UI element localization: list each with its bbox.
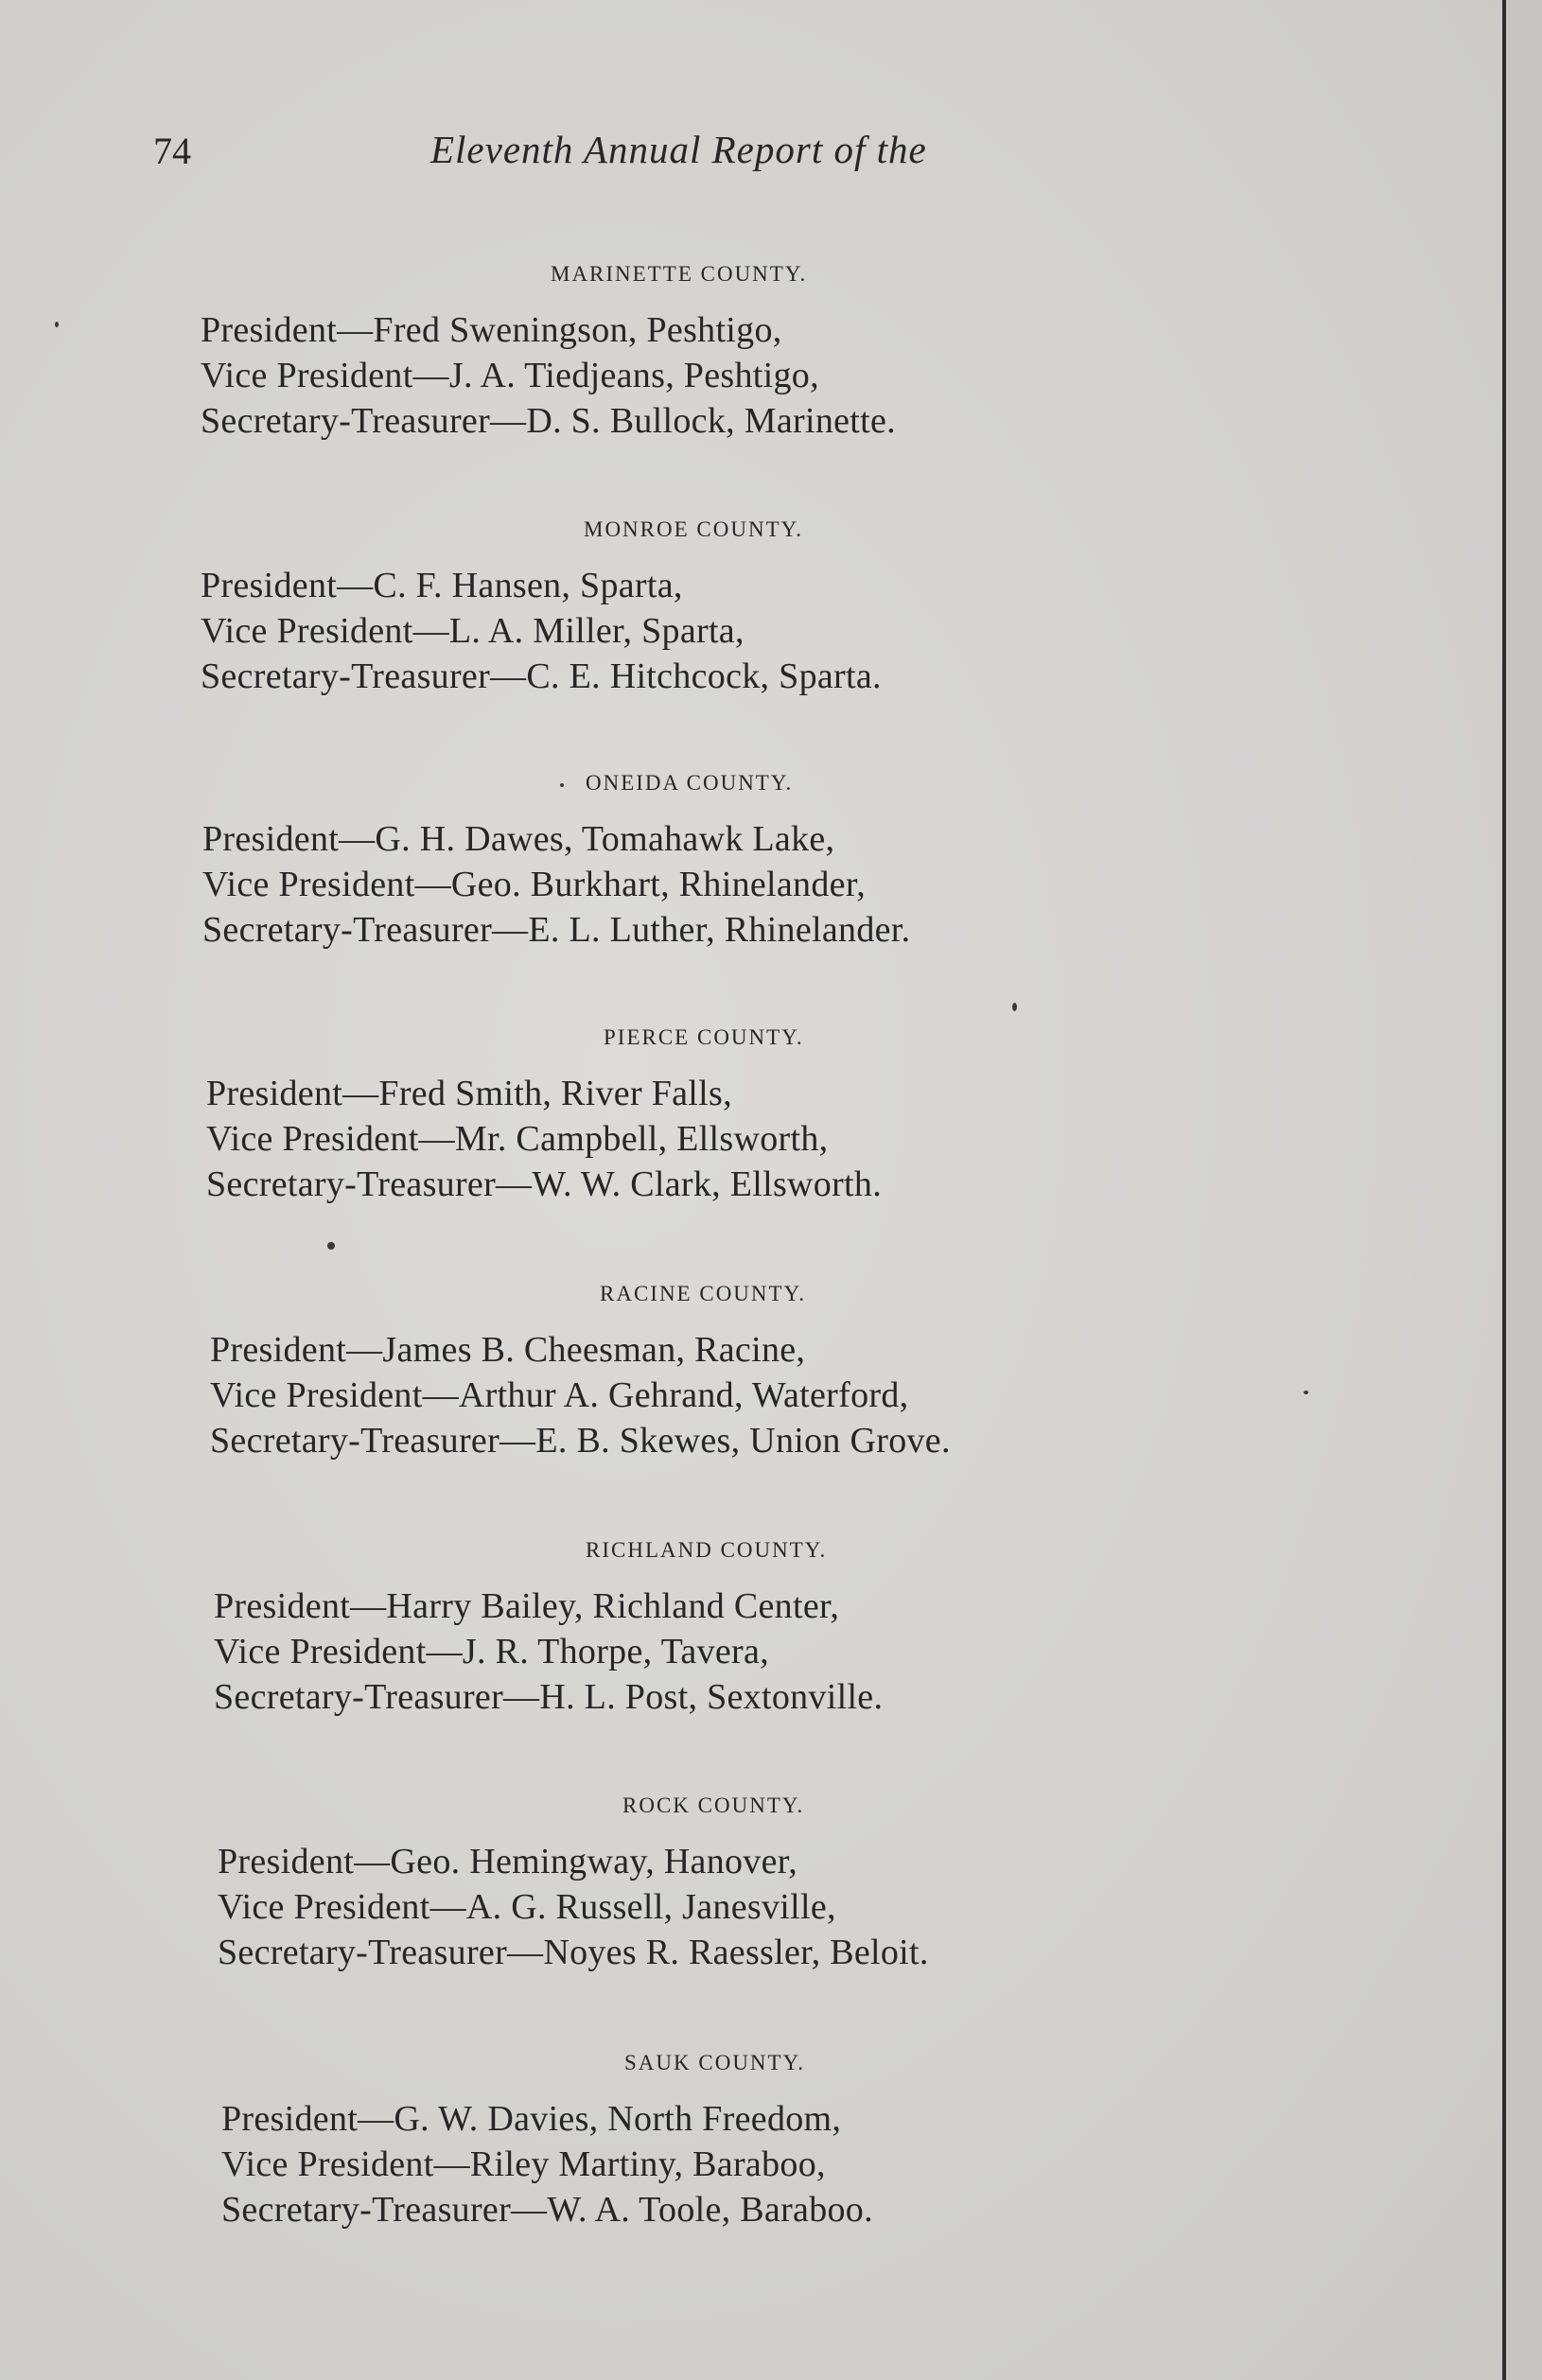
scan-speck [560, 783, 564, 787]
officer-president: President—C. F. Hansen, Sparta, [201, 566, 683, 605]
scan-speck [327, 1242, 335, 1250]
scan-speck [1304, 1391, 1308, 1394]
county-section-monroe [201, 517, 1241, 699]
officer-president: President—James B. Cheesman, Racine, [210, 1330, 806, 1370]
officer-secretary-treasurer: Secretary-Treasurer—H. L. Post, Sextonville. [214, 1677, 884, 1717]
county-heading: MONROE COUNTY. [584, 517, 804, 541]
officer-vice-president: Vice President—Mr. Campbell, Ellsworth, [206, 1119, 829, 1159]
county-heading: SAUK COUNTY. [624, 2051, 805, 2074]
county-heading: ROCK COUNTY. [622, 1794, 805, 1817]
officer-president: President—G. H. Dawes, Tomahawk Lake, [202, 819, 835, 859]
officer-vice-president: Vice President—J. A. Tiedjeans, Peshtigo, [201, 356, 819, 395]
officer-secretary-treasurer: Secretary-Treasurer—W. A. Toole, Baraboo. [221, 2190, 873, 2230]
officer-vice-president: Vice President—Geo. Burkhart, Rhinelander, [202, 865, 867, 904]
officer-vice-president: Vice President—Riley Martiny, Baraboo, [221, 2144, 826, 2184]
county-section-pierce [206, 1025, 1247, 1207]
officer-secretary-treasurer: Secretary-Treasurer—D. S. Bullock, Marinette. [201, 401, 896, 441]
county-section-oneida [202, 771, 1243, 953]
officer-president: President—Fred Sweningson, Peshtigo, [201, 310, 782, 350]
county-section-rock [218, 1794, 1258, 1975]
scan-speck [55, 322, 59, 327]
officer-secretary-treasurer: Secretary-Treasurer—Noyes R. Raessler, Beloit. [218, 1933, 929, 1972]
county-heading: PIERCE COUNTY. [604, 1025, 804, 1049]
officer-president: President—Harry Bailey, Richland Center, [214, 1586, 840, 1626]
officer-vice-president: Vice President—L. A. Miller, Sparta, [201, 611, 745, 651]
county-heading: ONEIDA COUNTY. [586, 771, 794, 795]
officer-president: President—G. W. Davies, North Freedom, [221, 2099, 842, 2139]
officer-secretary-treasurer: Secretary-Treasurer—E. B. Skewes, Union Grove. [210, 1421, 951, 1461]
county-section-marinette [201, 262, 1241, 444]
officer-president: President—Geo. Hemingway, Hanover, [218, 1842, 798, 1881]
running-title: Eleventh Annual Report of the [430, 128, 927, 171]
officer-secretary-treasurer: Secretary-Treasurer—E. L. Luther, Rhinelander. [202, 910, 911, 950]
officer-vice-president: Vice President—Arthur A. Gehrand, Waterford, [210, 1375, 909, 1415]
county-section-richland [214, 1538, 1254, 1720]
county-heading: MARINETTE COUNTY. [551, 262, 808, 286]
county-section-racine [210, 1282, 1251, 1463]
officer-vice-president: Vice President—J. R. Thorpe, Tavera, [214, 1632, 769, 1671]
officer-vice-president: Vice President—A. G. Russell, Janesville, [218, 1887, 836, 1927]
county-heading: RICHLAND COUNTY. [586, 1538, 828, 1562]
officer-secretary-treasurer: Secretary-Treasurer—W. W. Clark, Ellsworth. [206, 1164, 883, 1204]
page-number: 74 [153, 130, 191, 172]
county-heading: RACINE COUNTY. [600, 1282, 806, 1305]
county-section-sauk [221, 2051, 1262, 2232]
officer-secretary-treasurer: Secretary-Treasurer—C. E. Hitchcock, Sparta. [201, 656, 882, 696]
officer-president: President—Fred Smith, River Falls, [206, 1074, 732, 1113]
page-edge-shade [1506, 0, 1542, 2380]
scan-speck [1012, 1003, 1017, 1011]
